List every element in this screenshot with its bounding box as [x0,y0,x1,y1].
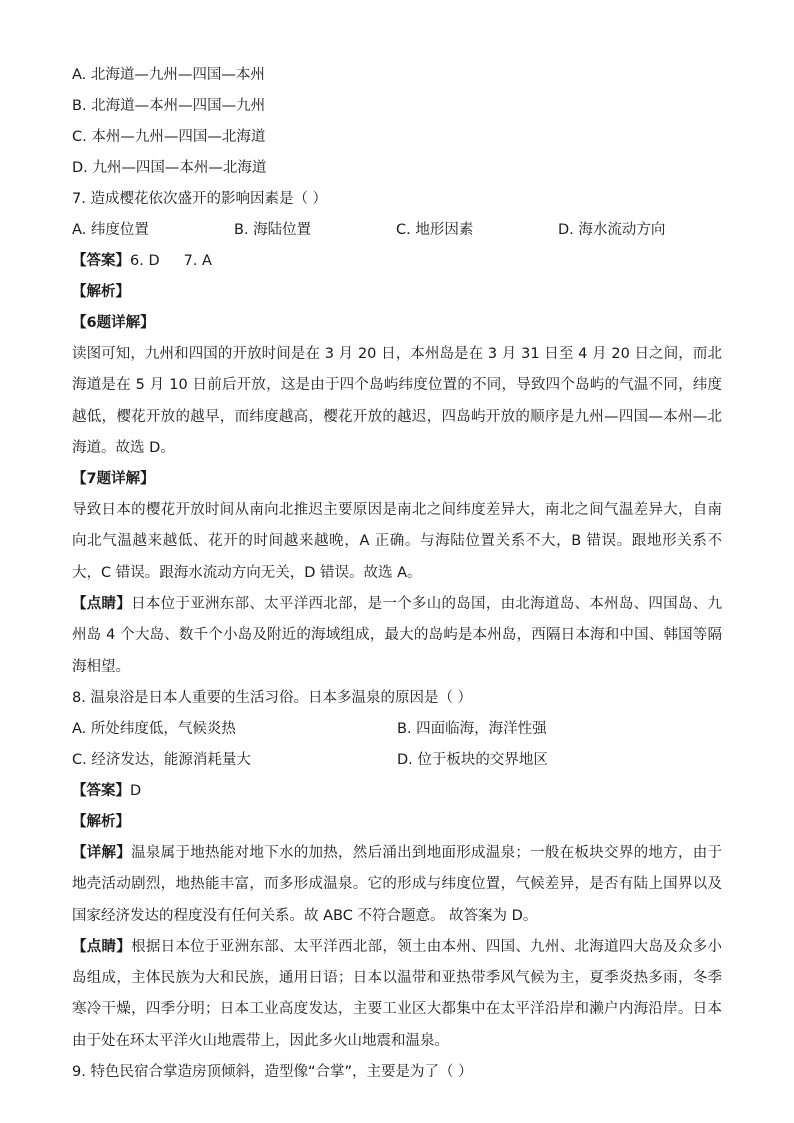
answer-block-2 [72,776,722,807]
q8-option-b: B. 四面临海，海洋性强 [397,720,547,737]
q8-option-c: C. 经济发达，能源消耗量大 [72,751,251,768]
answer-label: 【答案】 [72,782,130,799]
q7-detail-text: 导致日本的樱花开放时间从南向北推迟主要原因是南北之间纬度差异大，南北之间气温差异大，自南向北气温越来越低、花开的时间越来越晚，A 正确。与海陆位置关系不大，B 错误。跟地形关系不大，C 错误。跟海水流动方向无关，D 错误。故选 A。 [72,502,722,581]
q8-options-row-2 [72,745,722,776]
q9-stem: 9. 特色民宿合掌造房顶倾斜，造型像“合掌”，主要是为了（ ） [72,1064,473,1081]
analysis-label: 【解析】 [72,813,130,830]
comment-text: 根据日本位于亚洲东部、太平洋西北部，领土由本州、四国、九州、北海道四大岛及众多小岛组成，主体民族为大和民族，通用日语；日本以温带和亚热带季风气候为主，夏季炎热多雨，冬季寒冷干燥，四季分明；日本工业高度发达，主要工业区大都集中在太平洋沿岸和濑户内海沿岸。日本由于处在环太平洋火山地震带上，因此多火山地震和温泉。 [72,938,723,1049]
comment-label: 【点睛】 [72,938,132,955]
answer-7: 7. A [183,253,212,269]
q7-options [72,215,722,246]
answer-block-1 [72,246,722,277]
q7-option-c: C. 地形因素 [396,222,474,238]
q7-option-d: D. 海水流动方向 [558,222,666,238]
q8-detail [72,838,722,932]
q8-option-a: A. 所处纬度低，气候炎热 [72,720,236,737]
q8-stem: 8. 温泉浴是日本人重要的生活习俗。日本多温泉的原因是（ ） [72,689,473,706]
q8-options-row-1 [72,714,722,745]
q6-option-a: A. 北海道—九州—四国—本州 [72,67,265,83]
detail-label: 【详解】 [72,844,132,861]
comment-label: 【点睛】 [72,596,132,613]
q7-stem: 7. 造成樱花依次盛开的影响因素是（ ） [72,191,328,207]
q6-option-b: B. 北海道—本州—四国—九州 [72,98,266,114]
q8-option-d: D. 位于板块的交界地区 [397,751,548,768]
q6-option-d: D. 九州—四国—本州—北海道 [72,160,267,176]
answer-6: 6. D [130,253,160,269]
comment-block-1 [72,589,722,683]
q6-option-c: C. 本州—九州—四国—北海道 [72,129,266,145]
q6-detail-text: 读图可知，九州和四国的开放时间是在 3 月 20 日，本州岛是在 3 月 31 日至 4 月 20 日之间，而北海道是在 5 月 10 日前后开放，这是由于四个岛屿纬度位置的不同，导致四个岛屿的气温不同，纬度越低，樱花开放的越早，而纬度越高，樱花开放的越迟，四岛屿开放的顺序是九州—四国—本州—北海道。故选 D。 [72,346,722,456]
analysis-label: 【解析】 [72,284,130,300]
answer-8: D [130,782,142,799]
q6-detail-label: 【6题详解】 [72,315,155,331]
document-page [72,60,722,1088]
q7-option-a: A. 纬度位置 [72,222,149,238]
answer-label: 【答案】 [72,253,130,269]
q7-detail-label: 【7题详解】 [72,471,155,488]
detail-text: 温泉属于地热能对地下水的加热，然后涌出到地面形成温泉；一般在板块交界的地方，由于地壳活动剧烈，地热能丰富，而多形成温泉。它的形成与纬度位置，气候差异，是否有陆上国界以及国家经济发达的程度没有任何关系。故 ABC 不符合题意。 故答案为 D。 [72,844,723,924]
comment-text: 日本位于亚洲东部、太平洋西北部，是一个多山的岛国，由北海道岛、本州岛、四国岛、九州岛 4 个大岛、数千个小岛及附近的海域组成，最大的岛屿是本州岛，西隔日本海和中国、韩国等隔海相望。 [72,596,723,675]
comment-block-2 [72,932,722,1057]
q7-option-b: B. 海陆位置 [234,222,312,238]
